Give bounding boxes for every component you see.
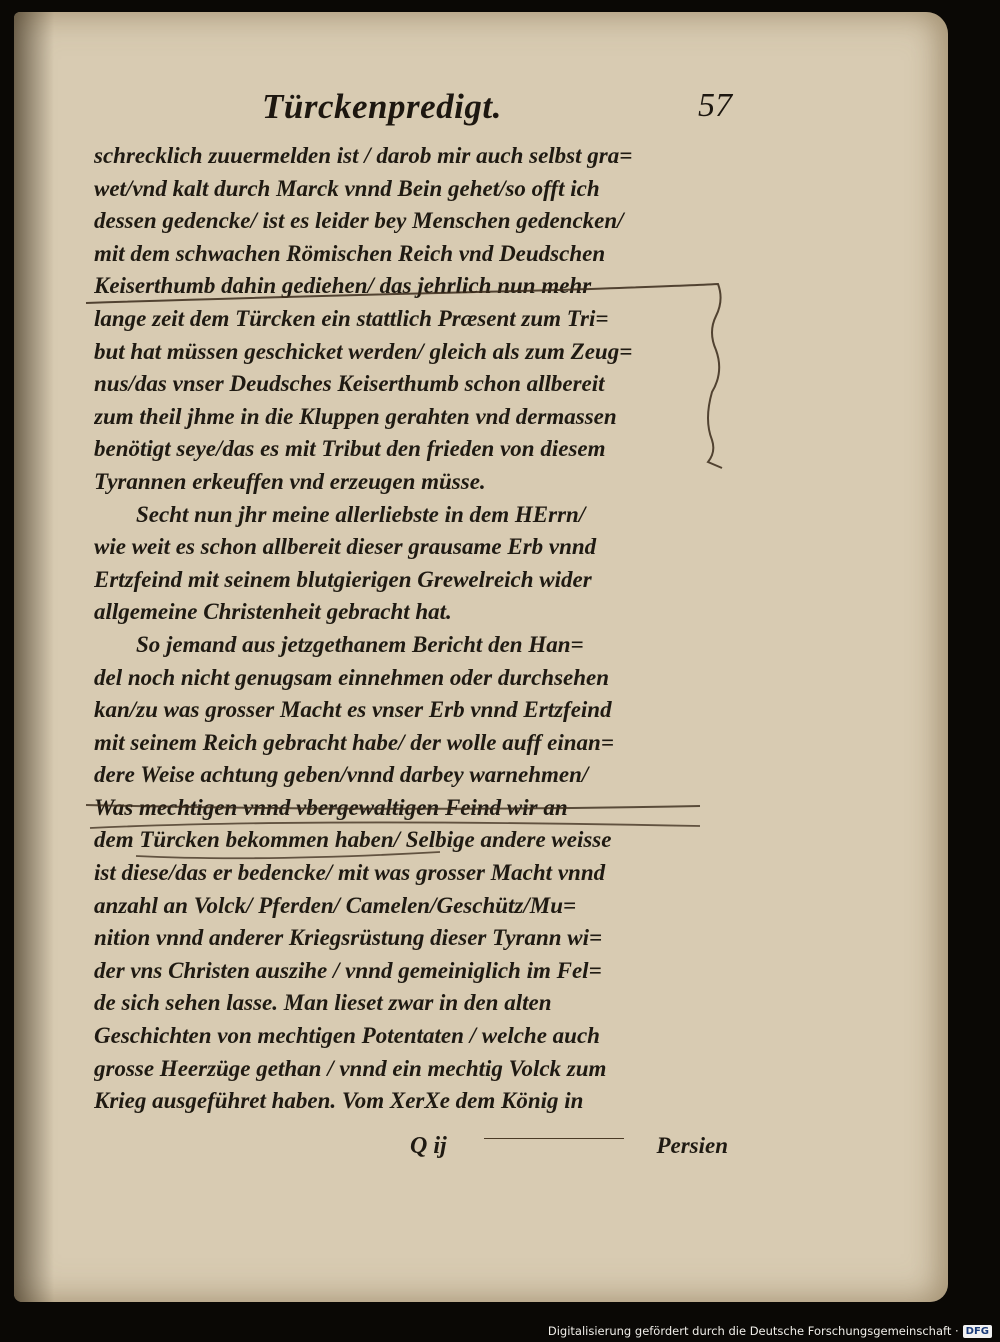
text-line: dere Weise achtung geben/vnnd darbey warnehmen/ [94, 762, 589, 788]
digitization-credit [548, 1324, 992, 1338]
book-page [14, 12, 948, 1302]
text-line: mit dem schwachen Römischen Reich vnd Deudschen [94, 240, 606, 266]
text-line: del noch nicht genugsam einnehmen oder durchsehen [94, 664, 610, 690]
text-line: wet/vnd kalt durch Marck vnnd Bein gehet/so offt ich [94, 175, 600, 201]
text-line: de sich sehen lasse. Man lieset zwar in den alten [94, 990, 552, 1016]
text-line: der vns Christen auszihe / vnnd gemeiniglich im Fel= [94, 957, 602, 983]
text-line: anzahl an Volck/ Pferden/ Camelen/Geschütz/Mu= [94, 892, 577, 918]
text-line: dessen gedencke/ ist es leider bey Menschen gedencken/ [94, 208, 624, 234]
text-line: grosse Heerzüge gethan / vnnd ein mechtig Volck zum [94, 1055, 607, 1081]
text-line: nus/das vnser Deudsches Keiserthumb schon allbereit [94, 371, 605, 397]
page-footer [94, 1133, 734, 1169]
text-line: Keiserthumb dahin gediehen/ das jehrlich nun mehr [94, 273, 592, 299]
text-line: schrecklich zuuermelden ist / darob mir auch selbst gra= [94, 143, 633, 168]
page-number: 57 [698, 87, 732, 124]
text-line: ist diese/das er bedencke/ mit was grosser Macht vnnd [94, 860, 606, 886]
body-text [94, 140, 734, 1118]
running-header [262, 87, 732, 137]
text-line: allgemeine Christenheit gebracht hat. [94, 599, 452, 625]
credit-text: Digitalisierung gefördert durch die Deutsche Forschungsgemeinschaft · [547, 1324, 959, 1338]
text-line: lange zeit dem Türcken ein stattlich Præsent zum Tri= [94, 305, 609, 331]
text-line: benötigt seye/das es mit Tribut den frieden von diesem [94, 436, 606, 462]
signature-mark: Q ij [410, 1133, 447, 1159]
signature-rule [484, 1138, 624, 1139]
text-line: Krieg ausgeführet haben. Vom XerXe dem König in [94, 1088, 584, 1114]
running-title: Türckenpredigt. [262, 87, 502, 126]
text-line: mit seinem Reich gebracht habe/ der wolle auff einan= [94, 729, 614, 755]
text-line: wie weit es schon allbereit dieser grausame Erb vnnd [94, 534, 597, 560]
text-line: Geschichten von mechtigen Potentaten / welche auch [94, 1023, 600, 1049]
dfg-logo: DFG [963, 1325, 992, 1338]
text-line: dem Türcken bekommen haben/ Selbige andere weisse [94, 827, 612, 853]
text-line: zum theil jhme in die Kluppen gerahten vnd dermassen [94, 403, 617, 429]
catchword: Persien [656, 1133, 728, 1158]
text-line: Secht nun jhr meine allerliebste in dem HErrn/ [136, 501, 586, 527]
text-line: Ertzfeind mit seinem blutgierigen Grewelreich wider [94, 566, 592, 592]
text-line: Was mechtigen vnnd vbergewaltigen Feind wir an [94, 794, 568, 820]
text-line: So jemand aus jetzgethanem Bericht den Han= [136, 631, 584, 657]
text-line: nition vnnd anderer Kriegsrüstung dieser Tyrann wi= [94, 925, 603, 951]
text-line: kan/zu was grosser Macht es vnser Erb vnnd Ertzfeind [94, 697, 612, 723]
text-line: Tyrannen erkeuffen vnd erzeugen müsse. [94, 468, 486, 494]
text-line: but hat müssen geschicket werden/ gleich als zum Zeug= [94, 338, 633, 364]
